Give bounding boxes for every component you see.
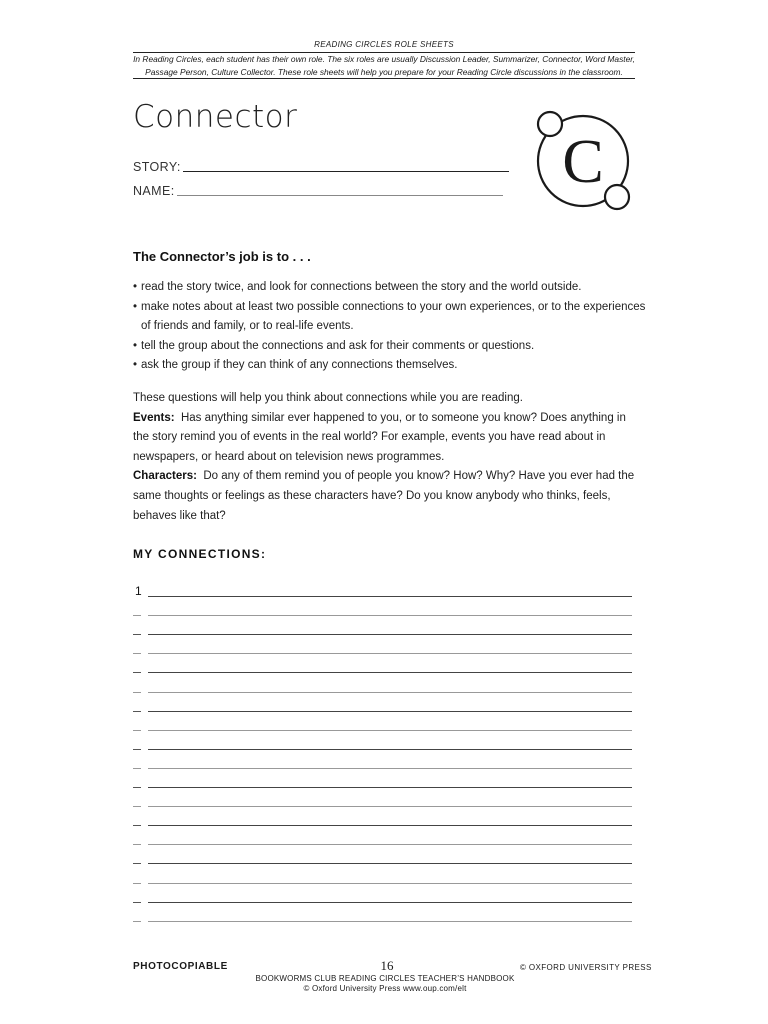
line-dash [133,825,141,826]
line-rule [148,902,632,903]
line-rule [148,672,632,673]
line-dash [133,883,141,884]
connection-line[interactable] [133,580,632,599]
connection-line[interactable] [133,866,632,885]
line-dash [133,711,141,712]
characters-label: Characters: [133,470,197,483]
connector-logo-icon [531,103,636,215]
events-paragraph [133,409,643,468]
connection-line[interactable] [133,771,632,790]
job-bullet-list [133,278,653,376]
line-dash [133,615,141,616]
line-rule [148,596,632,597]
line-rule [148,825,632,826]
line-rule [148,653,632,654]
name-field [133,184,503,198]
connection-line[interactable] [133,733,632,752]
events-label: Events: [133,411,175,424]
connection-line[interactable] [133,886,632,905]
line-dash [133,692,141,693]
line-dash [133,844,141,845]
name-label: NAME: [133,184,175,198]
connection-line[interactable] [133,905,632,924]
connection-line[interactable] [133,828,632,847]
connection-line[interactable] [133,790,632,809]
connection-line[interactable] [133,618,632,637]
job-heading: The Connector’s job is to . . . [133,249,311,264]
story-field [133,160,509,174]
line-dash [133,634,141,635]
footer-publisher: © OXFORD UNIVERSITY PRESS [520,963,652,972]
line-rule [148,787,632,788]
line-rule [148,768,632,769]
line-rule [148,692,632,693]
line-rule [148,921,632,922]
job-bullet: • make notes about at least two possible connections to your own experiences, or to the experiences of friends and family, or to real-life events. [133,298,653,337]
line-rule [148,806,632,807]
connection-line[interactable] [133,847,632,866]
line-rule [148,749,632,750]
job-bullet: • read the story twice, and look for connections between the story and the world outside. [133,278,653,298]
line-rule [148,634,632,635]
connection-line[interactable] [133,637,632,656]
connection-line[interactable] [133,695,632,714]
connections-heading: MY CONNECTIONS: [133,547,267,561]
line-dash [133,749,141,750]
line-dash [133,902,141,903]
footer-book-info [230,974,540,994]
connections-writing-lines [133,580,632,924]
story-label: STORY: [133,160,181,174]
page-title: Connector [133,99,298,135]
name-input-line[interactable] [177,195,503,196]
line-rule [148,844,632,845]
questions-block [133,389,643,526]
events-text: Has anything similar ever happened to you, or to someone you know? Does anything in the story remind you of events in the real world? For example, events you have read about in newspapers, or heard about on television news programmes. [133,411,626,463]
footer-book-title: BOOKWORMS CLUB READING CIRCLES TEACHER’S HANDBOOK [255,974,515,983]
header-intro-line-2: Passage Person, Culture Collector. These role sheets will help you prepare for your Reading Circle discussions in the classroom. [145,66,623,77]
line-rule [148,863,632,864]
connection-line[interactable] [133,809,632,828]
header-title: READING CIRCLES ROLE SHEETS [314,40,454,49]
line-dash [133,787,141,788]
connection-line[interactable] [133,656,632,675]
footer-photocopiable: PHOTOCOPIABLE [133,961,228,972]
characters-paragraph [133,467,643,526]
questions-intro: These questions will help you think about connections while you are reading. [133,392,523,404]
connection-number: 1 [135,584,142,599]
story-input-line[interactable] [183,171,509,172]
connection-line[interactable] [133,599,632,618]
line-dash [133,653,141,654]
job-bullet: • tell the group about the connections and ask for their comments or questions. [133,337,653,357]
header-intro-line-1: In Reading Circles, each student has their own role. The six roles are usually Discussion Leader, Summarizer, Connector, Word Master, [133,54,635,64]
line-dash [133,768,141,769]
job-bullet: • ask the group if they can think of any connections themselves. [133,356,653,376]
line-dash [133,672,141,673]
line-dash [133,806,141,807]
line-dash [133,921,141,922]
characters-text: Do any of them remind you of people you know? How? Why? Have you ever had the same thoughts or feelings as these characters have? Do you know anybody who thinks, feels, behaves like that? [133,470,635,522]
logo-letter: C [562,128,604,196]
header-intro [133,52,635,79]
line-rule [148,711,632,712]
connection-line[interactable] [133,675,632,694]
line-dash [133,863,141,864]
line-rule [148,883,632,884]
line-dash [133,730,141,731]
connection-line[interactable] [133,752,632,771]
line-rule [148,730,632,731]
line-rule [148,615,632,616]
footer-copyright: © Oxford University Press www.oup.com/elt [303,984,467,993]
page-number: 16 [380,958,394,973]
connection-line[interactable] [133,714,632,733]
